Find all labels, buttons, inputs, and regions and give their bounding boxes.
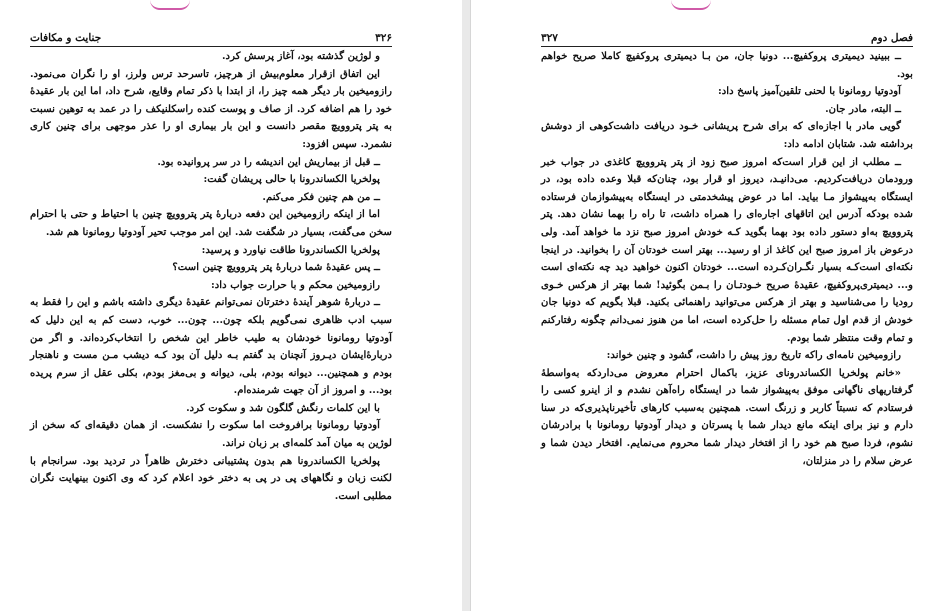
left-page-number: ۳۲۶ — [375, 32, 392, 44]
book-gutter — [462, 0, 470, 611]
paragraph: اما از اینکه رازومیخین این دفعه دربارهٔ پتر پتروویچ چنین با احتیاط و حتی با احترام سخن می‌گفت، بسیار در شگفت شد. این امر موجب تحیر آودوتیا رومانونا هم شد. — [30, 208, 392, 238]
paragraph: ــ مطلب از این قرار است‌که امروز صبح زود از پتر پتروویچ کاغذی در جواب خبر ورودمان دریافت‌کردیم. می‌دانیـد، دیروز او قرار بود، چنان‌که قبلا وعده داده بود، در ایستگاه به‌پیشواز مـا بیاید. اما در عوض پیشخدمتی در ایستگاه به‌پیشوازمان فرستاده شده بودکه آدرس این اتاقهای اجاره‌ای را همراه داشت، تا راه را بهما نشان دهد. پتر پتروویچ به‌او دستور داده بود بهما بگوید کـه خودش امروز صبح نزد ما خواهد آمد. ولی درعوض باز امروز صبح این کاغذ از او رسید... بهتر است خودتان آن را بخوانید. در اینجا نکته‌ای است‌کـه بسیار نگـران‌کـرده است... خودتان اکنون خواهید دید چه نکته‌ای است و... دیمیتری‌پروکفیچ، عقیدهٔ صریح خـودتـان را بـمن بگوئید! شما بهتر از هرکس خـوی رودیا را می‌شناسید و بهتر از هرکس می‌توانید راهنمائی بکنید. قبلا بگویم که دونیا جان خودش از قدم اول تمام مسئله را حل‌کرده است، اما من هنوز نمی‌دانم چگونه رفتارکنم و تمام وقت منتظر شما بودم. — [541, 155, 913, 344]
paragraph: ــ پس عقیدهٔ شما دربارهٔ پتر پتروویچ چنین است؟ — [172, 261, 380, 274]
left-page-header — [30, 30, 392, 47]
paragraph: این اتفاق ازقرار معلوم‌بیش از هرچیز، تاسرحد ترس ولرز، او را نگران می‌نمود. رازومیخین بار دیگر همه چیز را، از ابتدا با ذکر تمام وقایع، شرح داد، اما این بار عقیدهٔ خود را هم اضافه کرد. از صاف و پوست کنده راسکلنیکف را در عمد به توهین نسبت به پتر پتروویچ مقصر دانست و این بار بیماری او را عذر موجهی برای چنین کاری نشمرد. سپس افزود: — [30, 67, 392, 150]
pink-mark — [671, 0, 711, 10]
right-page-header — [541, 30, 913, 47]
paragraph: آودوتیا رومانونا برافروخت اما سکوت را نشکست. از همان دقیقه‌ای که سخن از لوژین به میان آمد کلمه‌ای بر زبان نراند. — [30, 419, 392, 450]
paragraph: ــ من هم چنین فکر می‌کنم. — [262, 190, 380, 203]
pink-mark — [150, 0, 190, 10]
paragraph: ــ قبل از بیماریش این اندیشه را در سر پروانیده بود. — [157, 155, 380, 168]
paragraph: ــ دربارهٔ شوهر آیندهٔ دخترتان نمی‌توانم عقیدهٔ دیگری داشته باشم و این را فقط به سبب ادب ظاهری نمی‌گویم بلکه چون... چون... خوب، دست کم به این دلیل که آودوتیا رومانونا خودشان به طیب خاطر این شخص را انتخاب‌کرده‌اند. و اگر من دربارهٔ‌ایشان دیـروز آنچنان بد گفتم بـه دلیل آن بود کـه دیشب مـن مست و ناهنجار بودم و همچنین... دیوانه بودم، بلی، دیوانه و بی‌مغز بودم، بکلی عقل از سرم پریده بود... و امروز از آن جهت شرمنده‌ام. — [30, 296, 392, 397]
paragraph: پولخریا الکساندرونا هم بدون پشتیبانی دخترش ظاهراً در تردید بود. سرانجام با لکنت زبان و نگاههای پی در پی به دختر خود اعلام کرد که وی اکنون بینهایت نگران مطلبی است. — [30, 454, 392, 502]
right-page — [470, 0, 942, 611]
right-running-title: فصل دوم — [871, 32, 913, 44]
paragraph: پولخریا الکساندرونا طاقت نیاورد و پرسید: — [201, 243, 380, 256]
left-running-title: جنایت و مکافات — [30, 32, 102, 44]
right-page-text — [541, 48, 913, 470]
paragraph: پولخریا الکساندرونا با حالی پریشان گفت: — [203, 173, 380, 186]
paragraph: ــ البته، مادر جان. — [825, 102, 901, 115]
paragraph: «خانم پولخریا الکساندرونای عزیز، باکمال احترام معروض می‌داردکه به‌واسطهٔ گرفتاریهای ناگهانی موفق به‌پیشواز شما در ایستگاه راه‌آهن نشدم و از اینرو کسی را فرستادم که نسبتاً کاربر و زرنگ است. همچنین به‌سبب کارهای تأخیرناپذیری‌که در سنا دارم و نیز برای اینکه مانع دیدار شما با پسرتان و دیدار آودوتیا رومانونا با برادرشان نشوم، فردا صبح هم خود را از افتخار دیدار شما محروم می‌نمایم. افتخار دیدن شما و عرض سلام را در منزلتان، — [541, 366, 913, 467]
paragraph: آودوتیا رومانونا با لحنی تلقین‌آمیز پاسخ داد: — [717, 85, 901, 98]
paragraph: و لوژین گذشته بود، آغاز پرسش کرد. — [222, 50, 380, 62]
paragraph: ــ ببینید دیمیتری پروکفیچ... دونیا جان، من بـا دیمیتری پروکفیچ کاملا صریح خواهم بود. — [541, 50, 913, 80]
paragraph: رازومیخین محکم و با حرارت جواب داد: — [210, 278, 380, 291]
paragraph: رازومیخین نامه‌ای راکه تاریخ روز پیش را داشت، گشود و چنین خواند: — [606, 349, 901, 362]
right-page-number: ۳۲۷ — [541, 32, 558, 44]
paragraph: گویی مادر با اجازه‌ای که برای شرح پریشانی خـود دریافت داشت‌کوهی از دوشش برداشته شد. شتابان ادامه داد: — [541, 120, 913, 150]
left-page — [0, 0, 463, 611]
paragraph: با این کلمات رنگش گلگون شد و سکوت کرد. — [186, 401, 380, 414]
left-page-text — [30, 48, 392, 505]
